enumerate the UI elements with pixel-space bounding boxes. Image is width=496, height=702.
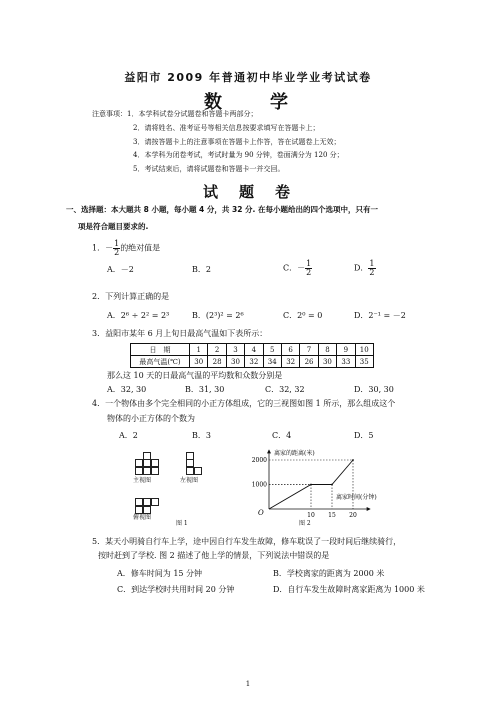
q2-stem: 2．下列计算正确的是 [92, 292, 170, 301]
table-cell: 35 [355, 356, 373, 368]
table-cell: 6 [281, 344, 299, 356]
table-cell: 34 [263, 356, 281, 368]
q4-option-b[interactable]: B．3 [192, 431, 211, 440]
table-cell: 26 [300, 356, 318, 368]
note-item-2: 2．请将姓名、准考证号等相关信息按要求填写在答题卡上； [133, 124, 320, 132]
q5-option-b[interactable]: B．学校离家的距离为 2000 米 [273, 569, 385, 578]
table-cell: 1 [190, 344, 208, 356]
table-row [131, 344, 374, 356]
q4-option-d[interactable]: D．5 [354, 431, 374, 440]
part1-instructions: 一、选择题：本大题共 8 小题，每小题 4 分，共 32 分. 在每小题给出的四个选项中，只有一 [66, 205, 378, 214]
notes-label: 注意事项： [92, 110, 127, 118]
q3-option-d[interactable]: D．30, 30 [354, 385, 394, 394]
q3-option-b[interactable]: B．31, 30 [185, 385, 225, 394]
table-cell: 4 [245, 344, 263, 356]
q5-stem: 5．某天小明骑自行车上学，途中因自行车发生故障，修车耽误了一段时间后继续骑行， [92, 537, 402, 546]
top-view-label: 俯视图 [133, 514, 152, 521]
subject-title: 数 学 [204, 92, 292, 113]
figure1-caption: 图 1 [176, 520, 188, 527]
table-cell: 7 [300, 344, 318, 356]
note-item-4: 4．本学科为闭卷考试，考试时量为 90 分钟，卷面满分为 120 分； [133, 151, 344, 159]
q2-option-b[interactable]: B．(2³)² = 2⁶ [192, 311, 244, 320]
y-axis-title: 离家的距离(米) [274, 450, 315, 457]
q3-option-c[interactable]: C．32, 32 [265, 385, 305, 394]
exam-title: 益阳市 2009 年普通初中毕业学业考试试卷 [124, 71, 372, 84]
x-tick-label: 20 [349, 512, 357, 519]
table-cell: 5 [263, 344, 281, 356]
q2-option-c[interactable]: C．2⁰ = 0 [283, 311, 323, 320]
q3-stem: 3．益阳市某年 6 月上旬日最高气温如下表所示： [92, 329, 268, 338]
origin-label: O [258, 509, 264, 517]
y-tick-label: 2000 [251, 457, 267, 464]
y-tick-label: 1000 [251, 481, 267, 489]
x-tick-label: 10 [307, 512, 315, 519]
table-header-temp: 最高气温(℃) [131, 356, 190, 368]
q4-option-c[interactable]: C．4 [272, 431, 292, 440]
table-cell: 8 [318, 344, 336, 356]
part1-instructions-cont: 项是符合题目要求的. [78, 222, 149, 231]
table-cell: 10 [355, 344, 373, 356]
temperature-table [130, 343, 374, 368]
table-cell: 32 [281, 356, 299, 368]
table-cell: 30 [318, 356, 336, 368]
note-item-3: 3．请按答题卡上的注意事项在答题卡上作答，答在试题卷上无效； [133, 138, 341, 146]
section-title: 试 题 卷 [202, 183, 293, 201]
q2-option-a[interactable]: A．2⁶ ÷ 2² = 2³ [107, 311, 170, 320]
q5-option-d[interactable]: D．自行车发生故障时离家距离为 1000 米 [273, 585, 425, 594]
q3-question: 那么这 10 天的日最高气温的平均数和众数分别是 [107, 371, 283, 380]
q5-option-a[interactable]: A．修车时间为 15 分钟 [117, 569, 203, 578]
x-axis-title: 离家时间(分钟) [336, 494, 377, 501]
table-cell: 2 [208, 344, 226, 356]
left-view-label: 左视图 [180, 477, 199, 484]
q1-stem: 1．－ $\frac{1}{2}$ 的绝对值是 [92, 239, 161, 257]
page-number: 1 [245, 680, 251, 688]
x-tick-label: 15 [328, 512, 336, 519]
q5-stem-cont: 按时赶到了学校. 图 2 描述了他上学的情景，下列说法中错误的是 [98, 551, 330, 560]
table-cell: 32 [245, 356, 263, 368]
table-cell: 28 [208, 356, 226, 368]
distance-time-chart [238, 446, 378, 526]
q3-option-a[interactable]: A．32, 30 [107, 385, 147, 394]
q1-option-c[interactable]: C．－ $\frac{1}{2}$ [283, 259, 312, 277]
table-cell: 33 [337, 356, 355, 368]
figure2-caption: 图 2 [299, 520, 311, 527]
note-item-1: 1．本学科试卷分试题卷和答题卡两部分； [127, 110, 258, 118]
q1-fraction: $\frac{1}{2}$ [114, 239, 120, 257]
q1-option-d[interactable]: D． $\frac{1}{2}$ [354, 259, 375, 277]
q5-option-c[interactable]: C．到达学校时共用时间 20 分钟 [117, 585, 235, 594]
table-cell: 9 [337, 344, 355, 356]
q1-option-b[interactable]: B．2 [192, 265, 211, 274]
table-row [131, 356, 374, 368]
q4-stem: 4．一个物体由多个完全相同的小正方体组成，它的三视图如图 1 所示，那么组成这个 [92, 399, 396, 408]
note-item-5: 5．考试结束后，请将试题卷和答题卡一并交回。 [133, 165, 285, 173]
q2-option-d[interactable]: D．2⁻¹ = －2 [354, 311, 406, 320]
q4-stem-cont: 物体的小正方体的个数为 [107, 414, 195, 423]
front-view-label: 主视图 [133, 477, 152, 484]
q1-number: 1． [92, 243, 106, 253]
table-cell: 30 [190, 356, 208, 368]
q1-text: 的绝对值是 [120, 243, 161, 253]
table-cell: 30 [226, 356, 244, 368]
q1-option-a[interactable]: A．－2 [107, 265, 134, 274]
table-cell: 3 [226, 344, 244, 356]
table-header-date: 日 期 [131, 344, 190, 356]
q4-option-a[interactable]: A．2 [119, 431, 138, 440]
